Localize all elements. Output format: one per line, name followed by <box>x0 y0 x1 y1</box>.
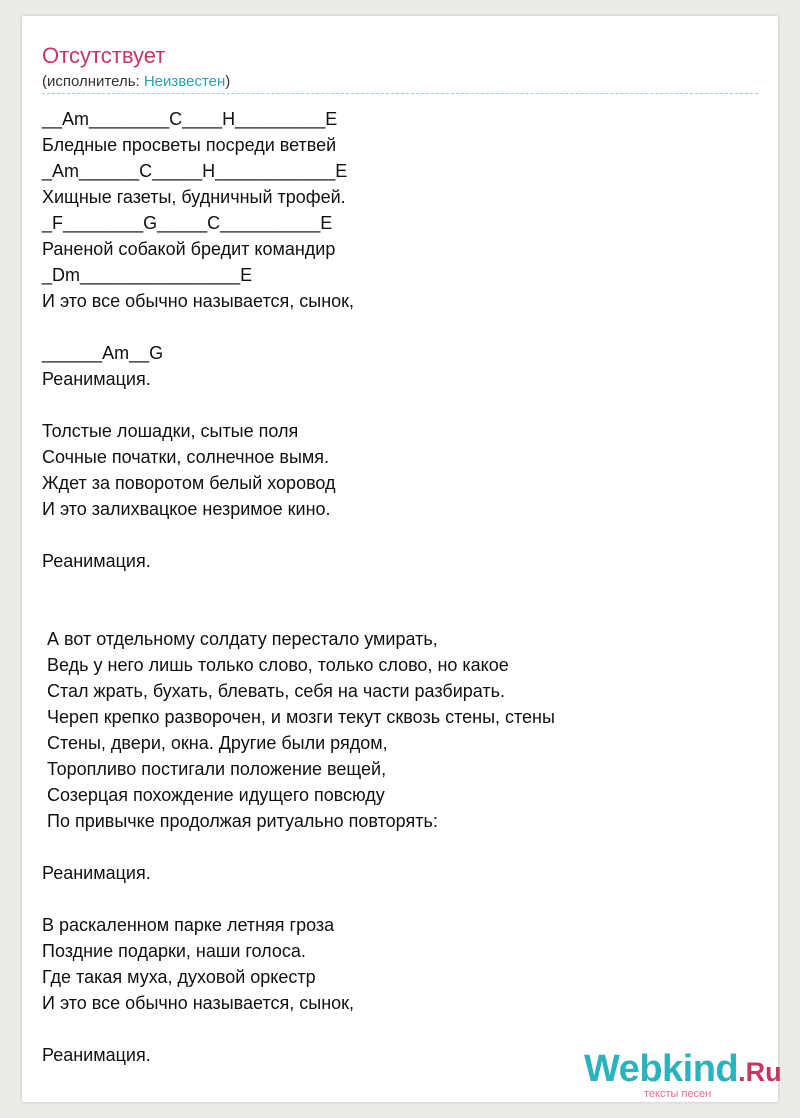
lyric-line: Торопливо постигали положение вещей, <box>42 759 387 779</box>
lyric-line: Ведь у него лишь только слово, только слово, но какое <box>42 655 509 675</box>
lyric-line: И это все обычно называется, сынок, <box>42 993 355 1013</box>
lyric-line: Череп крепко разворочен, и мозги текут сквозь стены, стены <box>42 707 555 727</box>
lyrics-page <box>22 16 778 1102</box>
lyric-line <box>42 600 762 626</box>
lyric-line: И это залихвацкое незримое кино. <box>42 499 331 519</box>
lyric-line: Созерцая похождение идущего повсюду <box>42 785 385 805</box>
lyric-line: ______Am__G <box>42 343 164 363</box>
lyric-line: Реанимация. <box>42 551 151 571</box>
lyric-line: Стал жрать, бухать, блевать, себя на части разбирать. <box>42 681 506 701</box>
lyric-line: Толстые лошадки, сытые поля <box>42 421 299 441</box>
song-title: Отсутствует <box>42 43 166 68</box>
lyric-line: Бледные просветы посреди ветвей <box>42 135 337 155</box>
lyric-line: Поздние подарки, наши голоса. <box>42 941 306 961</box>
lyric-line: Реанимация. <box>42 863 151 883</box>
lyric-line: _Am______C_____H____________E <box>42 161 348 181</box>
artist-prefix: (исполнитель: <box>42 73 144 90</box>
lyric-line <box>42 886 762 912</box>
lyric-line <box>42 574 762 600</box>
logo-brand: Webkind <box>584 1048 739 1090</box>
lyric-line: Реанимация. <box>42 369 151 389</box>
artist-link[interactable]: Неизвестен <box>143 73 226 90</box>
lyric-line: И это все обычно называется, сынок, <box>42 291 355 311</box>
lyric-line: _F________G_____C__________E <box>42 213 333 233</box>
lyric-line: По привычке продолжая ритуально повторять: <box>42 811 438 831</box>
lyric-line: Сочные початки, солнечное вымя. <box>42 447 330 467</box>
lyric-line: А вот отдельному солдату перестало умирать, <box>42 629 438 649</box>
site-logo[interactable] <box>584 1048 782 1100</box>
lyric-line: Хищные газеты, будничный трофей. <box>42 187 346 207</box>
lyric-line: Где такая муха, духовой оркестр <box>42 967 316 987</box>
logo-tld: .Ru <box>738 1057 782 1087</box>
artist-line <box>42 73 230 91</box>
lyrics-text <box>42 106 762 1068</box>
lyric-line <box>42 314 762 340</box>
artist-suffix: ) <box>225 73 231 90</box>
lyric-line <box>42 834 762 860</box>
lyric-line: Ждет за поворотом белый хоровод <box>42 473 336 493</box>
lyric-line: В раскаленном парке летняя гроза <box>42 915 335 935</box>
lyric-line: Раненой собакой бредит командир <box>42 239 336 259</box>
lyric-line <box>42 1016 762 1042</box>
lyric-line: _Dm________________E <box>42 265 253 285</box>
lyric-line: Стены, двери, окна. Другие были рядом, <box>42 733 388 753</box>
logo-tagline: тексты песен <box>644 1088 712 1100</box>
lyric-line <box>42 522 762 548</box>
lyric-line: Реанимация. <box>42 1045 151 1065</box>
lyric-line <box>42 392 762 418</box>
header-divider <box>42 93 758 94</box>
lyric-line: __Am________C____H_________E <box>42 109 338 129</box>
